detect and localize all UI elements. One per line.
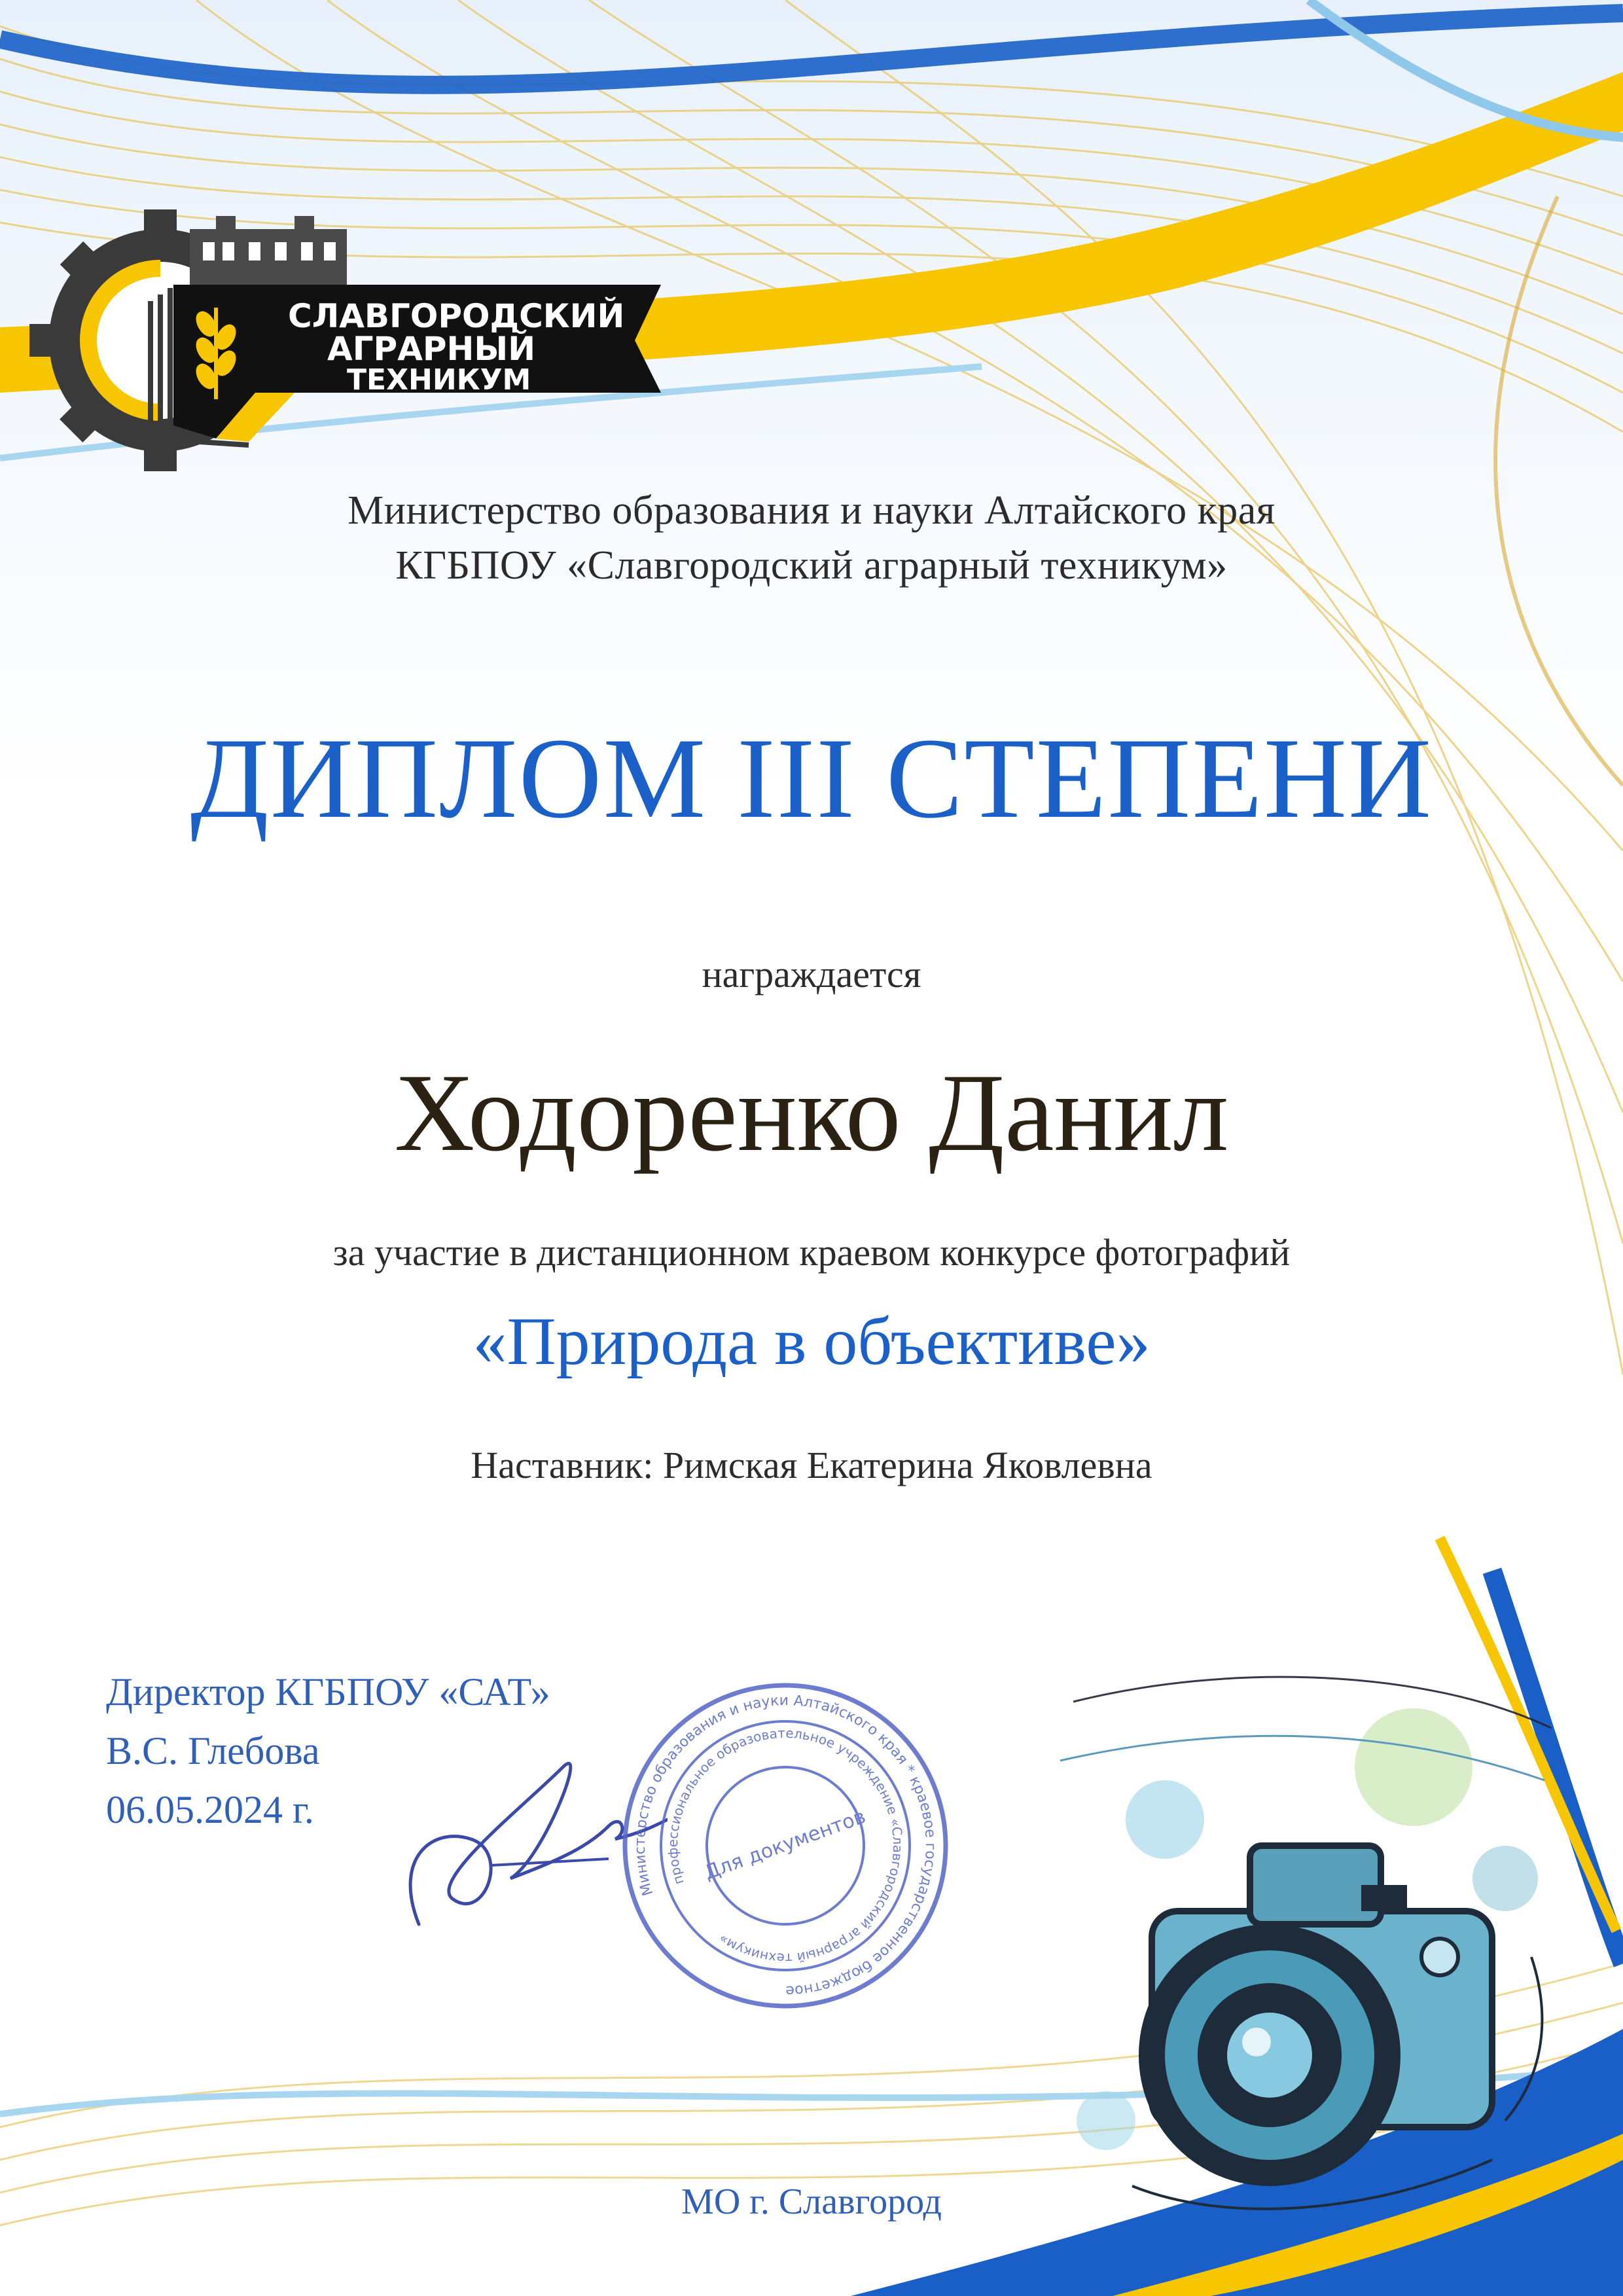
institution-name: КГБПОУ «Славгородский аграрный техникум» [395,543,1228,588]
ministry-name: Министерство образования и науки Алтайского края [348,488,1275,533]
college-logo [20,190,687,478]
building-icon [190,216,347,288]
recipient-name: Ходоренко Данил [394,1051,1229,1174]
signature-date: 06.05.2024 г. [106,1788,314,1831]
stamp-inner-text: профессиональное образовательное учреждение «Славгородский аграрный техникум» [664,1725,906,1967]
logo-line1: СЛАВГОРОДСКИЙ [288,297,625,335]
stamp-outer-text: Министерство образования и науки Алтайского края * краевое государственное бюджетное [632,1692,939,2000]
official-stamp [615,1676,955,2016]
camera-illustration [1034,1649,1584,2238]
mentor-line: Наставник: Римская Екатерина Яковлевна [471,1444,1152,1486]
footer-city: МО г. Славгород [681,2181,942,2222]
header-block [0,483,1623,593]
camera-icon [1139,1846,1492,2186]
signatory-position: Директор КГБПОУ «САТ» [106,1670,550,1713]
awarded-label: награждается [702,953,921,996]
logo-line2: АГРАРНЫЙ [327,330,536,368]
contest-name: «Природа в объективе» [473,1304,1150,1379]
signatory-name: В.С. Глебова [106,1729,320,1772]
diploma-title: ДИПЛОМ III СТЕПЕНИ [190,715,1433,842]
logo-line3: ТЕХНИКУМ [347,363,531,397]
award-reason: за участие в дистанционном краевом конкурсе фотографий [332,1231,1291,1274]
stamp-center-text: Для документов [701,1804,869,1885]
